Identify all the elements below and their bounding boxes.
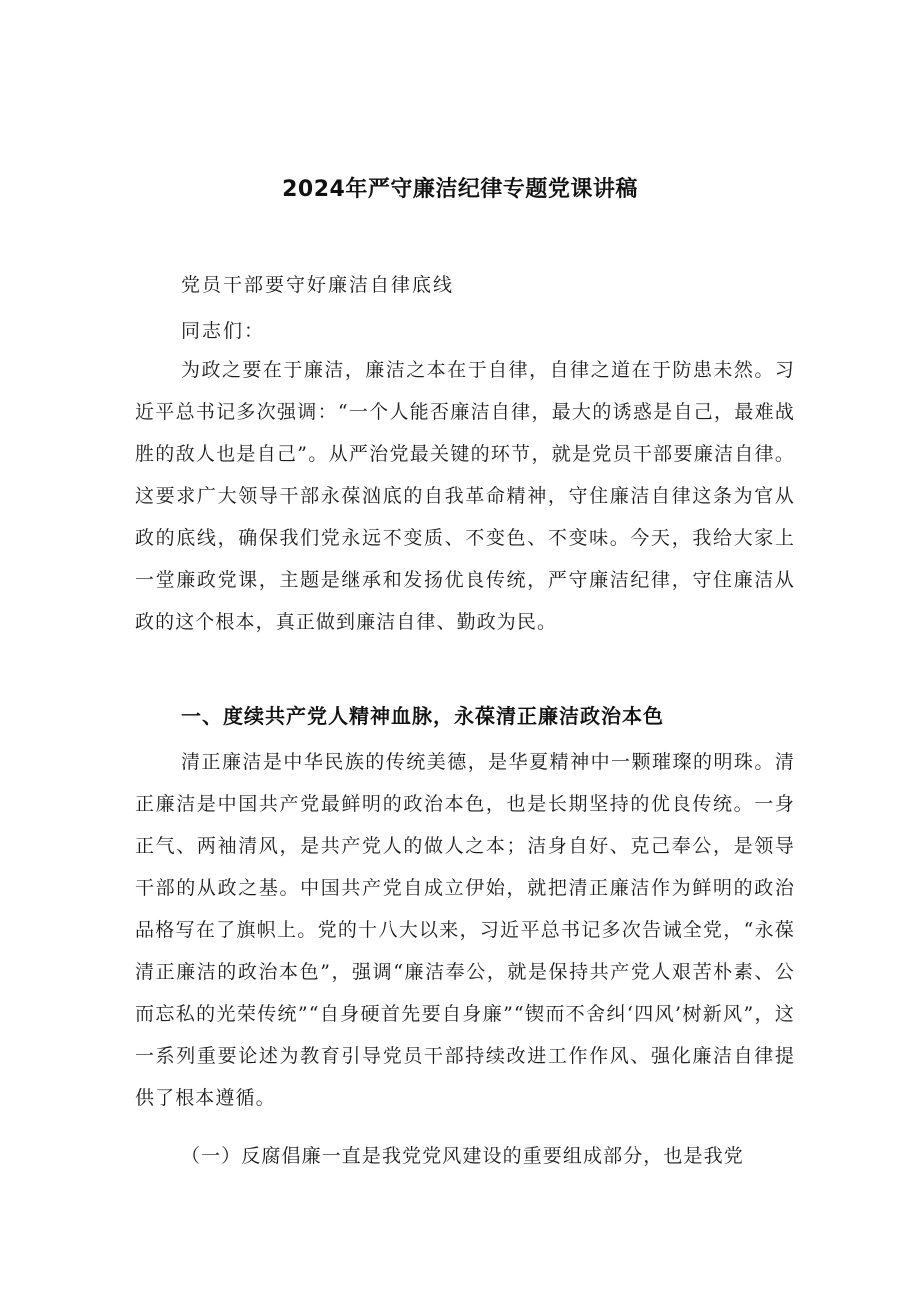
paragraph-intro: 为政之要在于廉洁，廉洁之本在于自律，自律之道在于防患未然。习近平总书记多次强调：“一个人能否廉洁自律，最大的诱惑是自己，最难战胜的敌人也是自己”。从严治党最关键的环节，就是党员干部要廉洁自律。这要求广大领导干部永葆汹底的自我革命精神，守住廉洁自律这条为官从政的底线，确保我们党永远不变质、不变色、不变味。今天，我给大家上一堂廉政党课，主题是继承和发扬优良传统，严守廉洁纪律，守住廉洁从政的这个根本，真正做到廉洁自律、勤政为民。 — [135, 359, 795, 633]
salutation: 同志们： — [181, 320, 266, 342]
paragraph-section-1: 清正廉洁是中华民族的传统美德，是华夏精神中一颗璀璨的明珠。清正廉洁是中国共产党最鲜明的政治本色，也是长期坚持的优良传统。一身正气、两袖清风，是共产党人的做人之本；洁身自好、克己奉公，是领导干部的从政之基。中国共产党自成立伊始，就把清正廉洁作为鲜明的政治品格写在了旗帜上。党的十八大以来，习近平总书记多次告诫全党，“永葆清正廉洁的政治本色”，强调“廉洁奉公，就是保持共产党人艰苦朴素、公而忘私的光荣传统”“自身硬首先要自身廉”“锲而不舍纠‘四风’树新风”，这一系列重要论述为教育引导党员干部持续改进工作作风、强化廉洁自律提供了根本遵循。 — [135, 751, 795, 1109]
document-subtitle: 党员干部要守好廉洁自律底线 — [181, 274, 455, 296]
section-heading-1: 一、度续共产党人精神血脉，永葆清正廉洁政治本色 — [181, 704, 664, 728]
document-title: 2024年严守廉洁纪律专题党课讲稿 — [282, 177, 638, 202]
paragraph-subsection-1: （一）反腐倡廉一直是我党党风建设的重要组成部分，也是我党 — [181, 1145, 744, 1167]
